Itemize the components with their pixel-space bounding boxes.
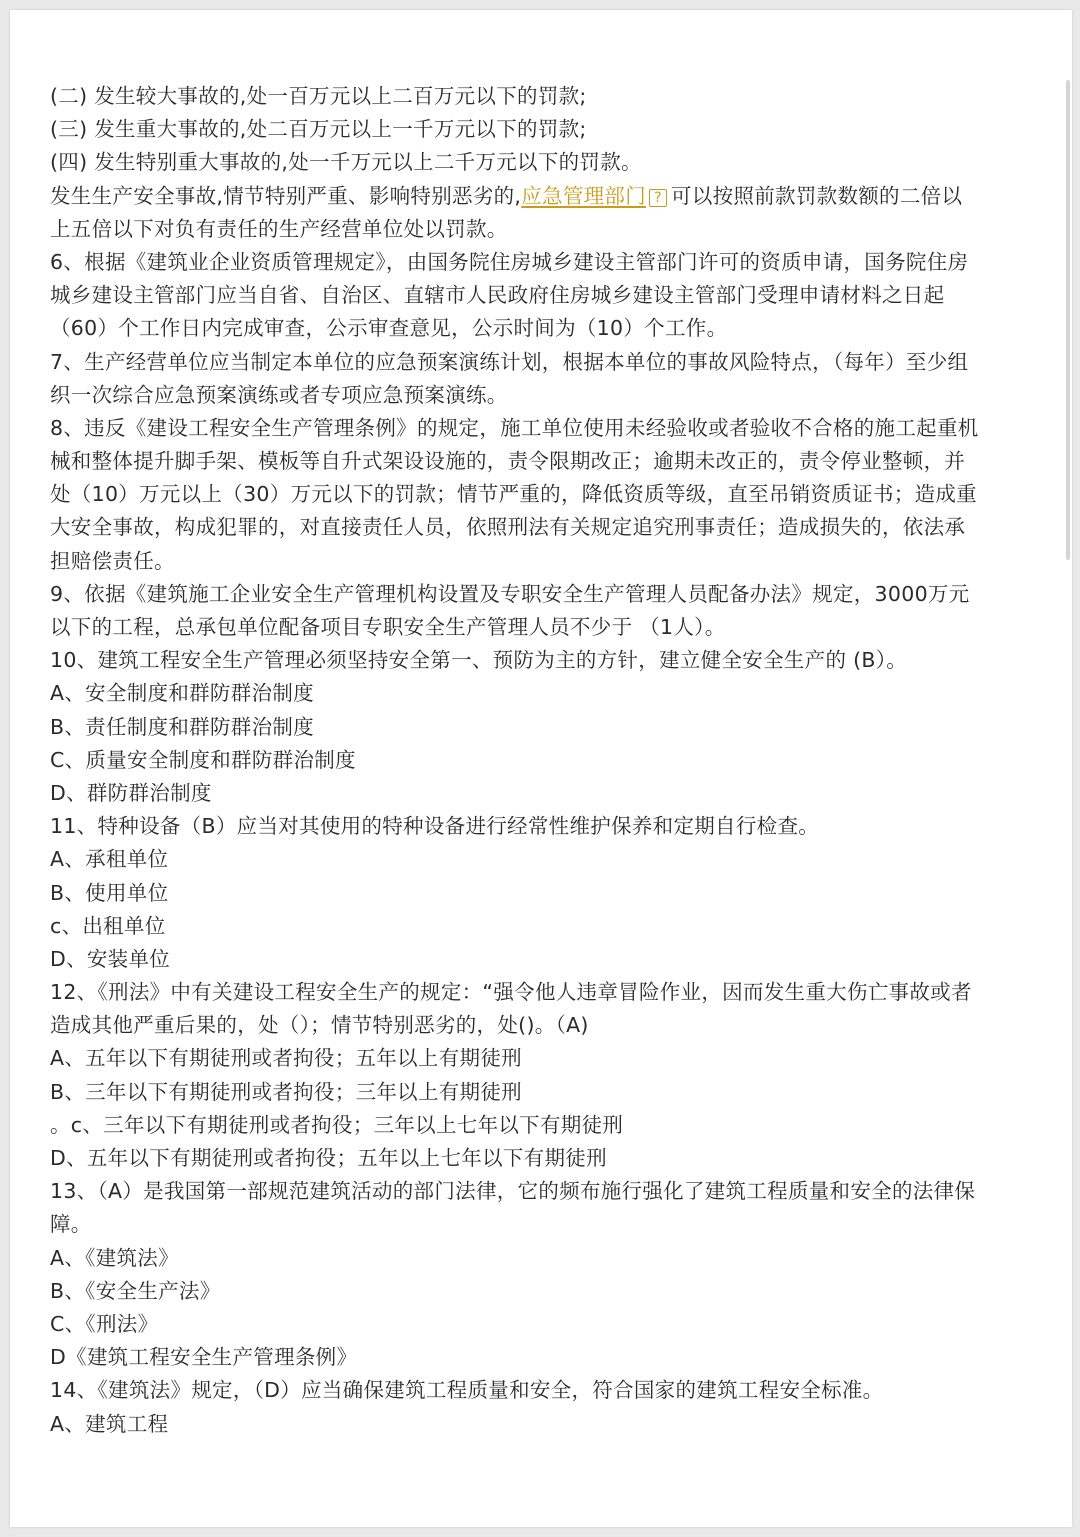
text-line: 7、生产经营单位应当制定本单位的应急预案演练计划，根据本单位的事故风险特点，（每年）至少组 — [50, 349, 969, 374]
text-line: 6、根据《建筑业企业资质管理规定》，由国务院住房城乡建设主管部门许可的资质申请，国务院住房 — [50, 249, 969, 274]
text-line: （60）个工作日内完成审查，公示审查意见，公示时间为（10）个工作。 — [50, 316, 728, 341]
text-line: D、安装单位 — [50, 946, 171, 971]
text-line: 担赔偿责任。 — [50, 548, 175, 573]
text-line: 以下的工程，总承包单位配备项目专职安全生产管理人员不少于 （1人）。 — [50, 615, 726, 639]
text-segment: 可以按照前款罚款数额的二倍以 — [671, 183, 963, 208]
scrollbar[interactable] — [1066, 80, 1070, 560]
text-line: 上五倍以下对负有责任的生产经营单位处以罚款。 — [50, 216, 508, 241]
text-line: (三) 发生重大事故的,处二百万元以上一千万元以下的罚款; — [50, 117, 587, 142]
text-line: 10、建筑工程安全生产管理必须坚持安全第一、预防为主的方针，建立健全安全生产的 (B）。 — [50, 648, 908, 673]
text-line: 8、违反《建设工程安全生产管理条例》的规定，施工单位使用未经验收或者验收不合格的施工起重机 — [50, 415, 979, 440]
text-line: 械和整体提升脚手架、模板等自升式架设设施的，责令限期改正；逾期未改正的，责令停业整顿，并 — [50, 449, 966, 474]
text-line: 12、《刑法》中有关建设工程安全生产的规定：“强令他人违章冒险作业，因而发生重大伤亡事故或者 — [50, 980, 972, 1005]
text-line: B、三年以下有期徒刑或者拘役；三年以上有期徒刑 — [50, 1079, 522, 1104]
text-line: A、安全制度和群防群治制度 — [50, 681, 314, 706]
text-line: A、建筑工程 — [50, 1411, 169, 1436]
text-line: 11、特种设备（B）应当对其使用的特种设备进行经常性维护保养和定期自行检查。 — [50, 814, 820, 839]
text-line: 障。 — [50, 1212, 92, 1237]
emergency-management-link[interactable]: 应急管理部门 — [521, 183, 647, 208]
text-line: (二) 发生较大事故的,处一百万元以上二百万元以下的罚款; — [50, 84, 587, 108]
text-line: B、使用单位 — [50, 880, 169, 905]
document-page — [10, 10, 1072, 1527]
text-line: 造成其他严重后果的，处（）；情节特别恶劣的，处()。（A) — [50, 1013, 589, 1038]
text-line: D、五年以下有期徒刑或者拘役；五年以上七年以下有期徒刑 — [50, 1146, 607, 1170]
text-line: A、承租单位 — [50, 847, 169, 872]
text-line: C、《刑法》 — [50, 1311, 159, 1336]
text-line: 织一次综合应急预案演练或者专项应急预案演练。 — [50, 382, 508, 407]
text-line: 。c、三年以下有期徒刑或者拘役；三年以上七年以下有期徒刑 — [50, 1112, 624, 1137]
text-line: B、《安全生产法》 — [50, 1278, 221, 1303]
text-line-with-link — [50, 180, 1050, 213]
text-line: 处（10）万元以上（30）万元以下的罚款；情节严重的，降低资质等级，直至吊销资质证书；造成重 — [50, 482, 977, 507]
text-line: c、出租单位 — [50, 913, 166, 938]
text-line: D、群防群治制度 — [50, 780, 212, 805]
text-line: 9、依据《建筑施工企业安全生产管理机构设置及专职安全生产管理人员配备办法》规定，3000万元 — [50, 581, 970, 606]
help-question-icon[interactable]: ? — [649, 189, 667, 207]
text-line: 13、（A）是我国第一部规范建筑活动的部门法律，它的频布施行强化了建筑工程质量和安全的法律保 — [50, 1179, 976, 1204]
text-line: C、质量安全制度和群防群治制度 — [50, 747, 356, 772]
text-line: A、五年以下有期徒刑或者拘役；五年以上有期徒刑 — [50, 1046, 522, 1071]
text-segment: 发生生产安全事故,情节特别严重、影响特别恶劣的, — [50, 183, 522, 208]
text-line: 城乡建设主管部门应当自省、自治区、直辖市人民政府住房城乡建设主管部门受理申请材料之日起 — [50, 283, 945, 308]
text-line: 14、《建筑法》规定，（D）应当确保建筑工程质量和安全，符合国家的建筑工程安全标准。 — [50, 1378, 884, 1403]
text-line: 大安全事故，构成犯罪的，对直接责任人员，依照刑法有关规定追究刑事责任；造成损失的，依法承 — [50, 515, 966, 540]
text-line: (四) 发生特别重大事故的,处一千万元以上二千万元以下的罚款。 — [50, 150, 642, 175]
document-body — [50, 80, 1050, 1441]
text-line: A、《建筑法》 — [50, 1245, 179, 1270]
text-line: B、责任制度和群防群治制度 — [50, 714, 314, 739]
text-line: D《建筑工程安全生产管理条例》 — [50, 1345, 358, 1370]
